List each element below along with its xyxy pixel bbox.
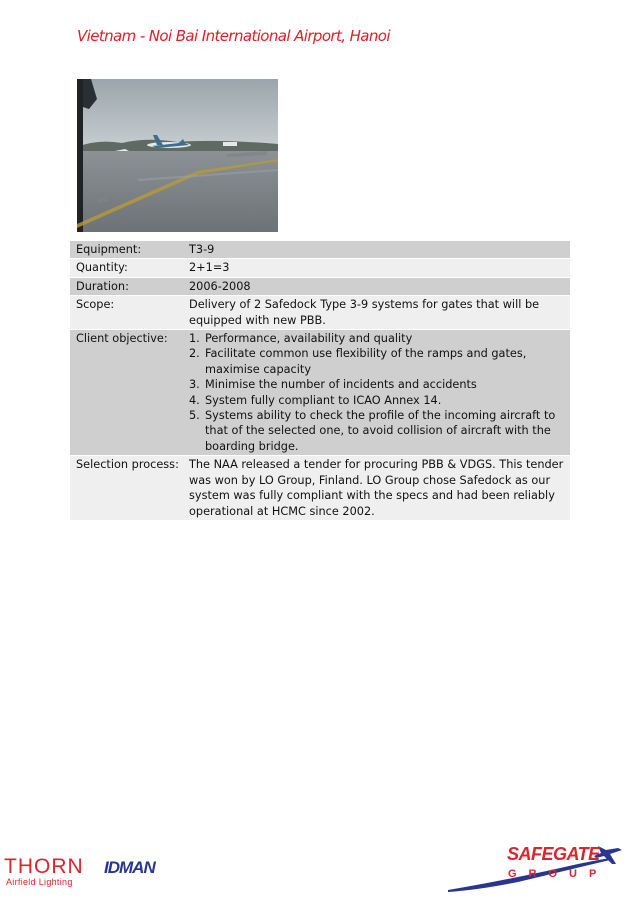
spec-label: Duration: [70,278,183,295]
list-text: System fully compliant to ICAO Annex 14. [205,393,442,407]
list-text: Performance, availability and quality [205,332,413,346]
spec-value: 2006-2008 [183,278,570,295]
spec-value: Delivery of 2 Safedock Type 3-9 systems for gates that will be equipped with new PBB. [183,296,570,329]
list-text: Systems ability to check the profile of the incoming aircraft to that of the selected one, to avoid collision of aircraft with the boarding bridge. [205,409,556,453]
list-text: Minimise the number of incidents and accidents [205,378,477,392]
list-item [189,377,566,392]
list-number: 5. [189,409,200,423]
spec-value: The NAA released a tender for procuring PBB & VDGS. This tender was won by LO Group, Finland. LO Group chose Safedock as our system was fully compliant with the specs and had been reliably operational at HCMC since 2002. [183,456,570,520]
spec-row-selection-process [70,456,570,520]
spec-value: T3-9 [183,241,570,258]
list-item [189,346,566,377]
list-number: 3. [189,378,200,392]
thorn-logo [4,856,84,888]
spec-value [183,330,570,455]
spec-row-client-objective [70,330,570,455]
list-text: Facilitate common use flexibility of the ramps and gates, maximise capacity [205,347,527,376]
list-number: 1. [189,332,200,346]
spec-label: Equipment: [70,241,183,258]
spec-value: 2+1=3 [183,259,570,276]
spec-row-scope [70,296,570,329]
spec-label: Quantity: [70,259,183,276]
objective-list [189,331,566,454]
list-item [189,408,566,454]
safegate-logo [448,840,633,892]
spec-label: Selection process: [70,456,183,520]
list-item [189,331,566,346]
project-spec-table [70,240,570,521]
spec-label: Scope: [70,296,183,329]
thorn-logo-subtitle: Airfield Lighting [6,877,73,887]
spec-row-duration [70,278,570,295]
list-number: 4. [189,393,200,407]
safegate-logo-text: SAFEGATE [507,844,600,864]
list-item [189,393,566,408]
thorn-logo-text: THORN [4,855,84,878]
spec-row-equipment [70,241,570,258]
idman-logo: IDMAN [104,858,155,877]
spec-label: Client objective: [70,330,183,455]
safegate-group-text: GROUP [508,868,609,880]
page-title: Vietnam - Noi Bai International Airport, Hanoi [77,27,390,45]
spec-row-quantity [70,259,570,276]
airport-photo [77,79,278,232]
list-number: 2. [189,347,200,361]
